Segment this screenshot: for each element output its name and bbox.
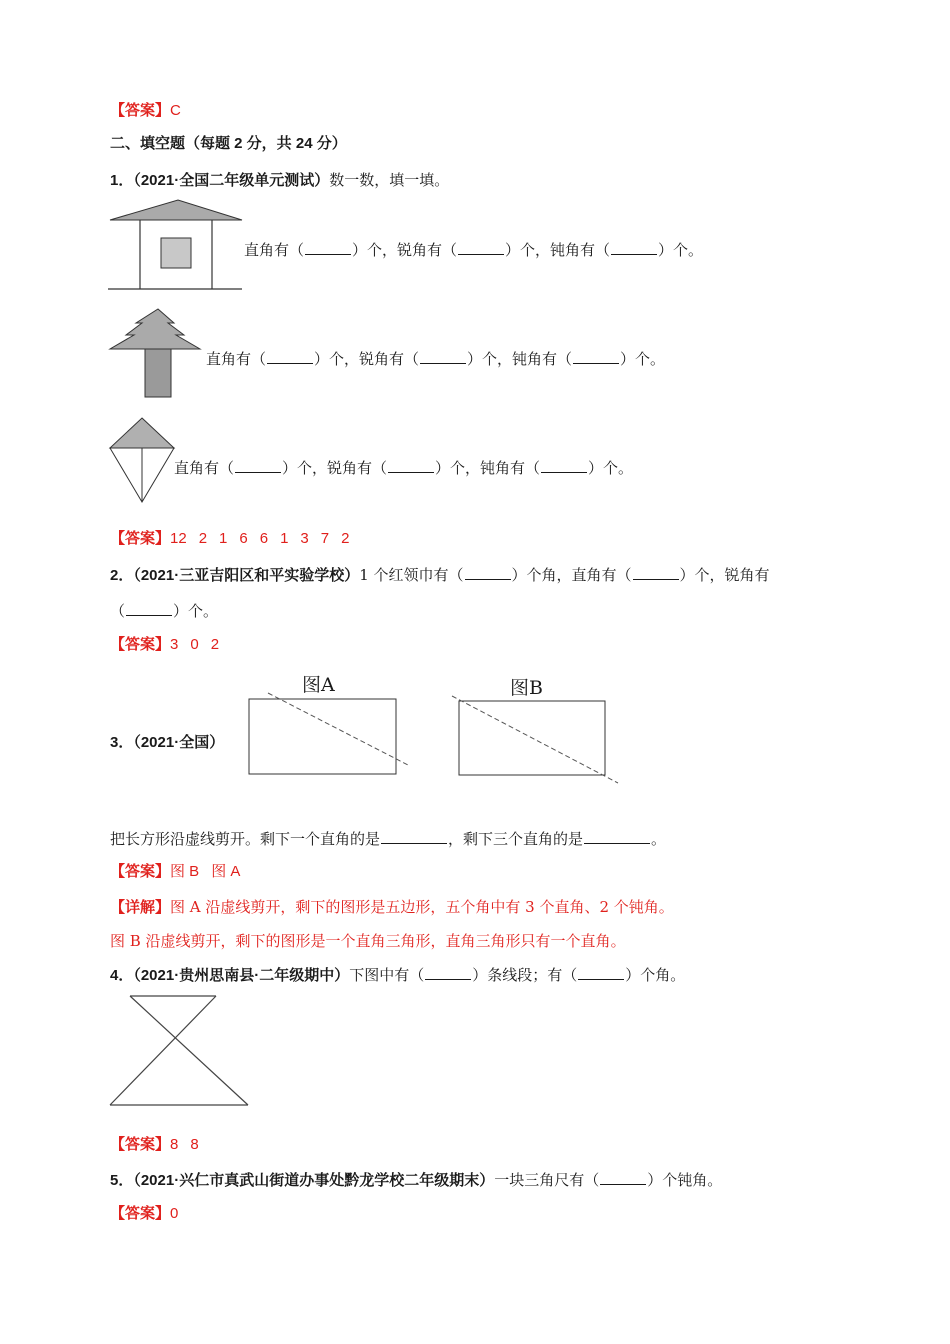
answer-tag: 【答案】 bbox=[110, 636, 171, 653]
figure-a-label: 图A bbox=[302, 674, 335, 696]
q1-number: 1． bbox=[110, 172, 134, 189]
q4-number: 4． bbox=[110, 967, 134, 984]
q1-source: （2021·全国二年级单元测试） bbox=[133, 172, 330, 189]
answer-value: 12 bbox=[170, 530, 187, 547]
blank-input[interactable] bbox=[420, 349, 466, 364]
q5-number: 5． bbox=[110, 1172, 134, 1189]
blank-input[interactable] bbox=[541, 458, 587, 473]
q3-detail-1 bbox=[110, 897, 674, 918]
blank-input[interactable] bbox=[235, 458, 281, 473]
unit-label: ）个。 bbox=[620, 350, 666, 368]
answer-value: C bbox=[170, 102, 181, 119]
q1-row-kite bbox=[174, 458, 633, 478]
acute-angle-label: ）个，锐角有（ bbox=[314, 350, 420, 368]
answer-value: 2 bbox=[198, 530, 208, 547]
answer-value: 0 bbox=[190, 636, 199, 653]
answer-tag: 【答案】 bbox=[110, 102, 171, 119]
blank-input[interactable] bbox=[465, 565, 511, 580]
answer-tag: 【答案】 bbox=[110, 530, 171, 547]
q5-text: ）个钝角。 bbox=[647, 1171, 723, 1189]
section-title: 二、填空题（每题 2 分，共 24 分） bbox=[110, 135, 347, 152]
q2-answer bbox=[110, 635, 231, 655]
answer-value: 3 bbox=[300, 530, 309, 547]
blank-input[interactable] bbox=[578, 965, 624, 980]
answer-tag: 【答案】 bbox=[110, 1136, 171, 1153]
answer-value: 0 bbox=[170, 1205, 179, 1222]
question-3 bbox=[110, 732, 224, 753]
rectangle-a bbox=[249, 699, 396, 774]
blank-input[interactable] bbox=[388, 458, 434, 473]
q5-answer bbox=[110, 1204, 178, 1224]
q3-text: ，剩下三个直角的是 bbox=[448, 830, 584, 848]
unit-label: ）个。 bbox=[588, 459, 634, 477]
right-angle-label: 直角有（ bbox=[174, 459, 235, 477]
blank-input[interactable] bbox=[611, 240, 657, 255]
answer-value: 2 bbox=[341, 530, 350, 547]
question-2 bbox=[110, 565, 770, 586]
answer-tag: 【答案】 bbox=[110, 863, 171, 880]
q2-text: ）个。 bbox=[173, 602, 219, 620]
q5-text: 一块三角尺有（ bbox=[494, 1171, 600, 1189]
detail-tag: 【详解】 bbox=[110, 899, 171, 916]
house-figure bbox=[108, 198, 248, 293]
blank-input[interactable] bbox=[600, 1170, 646, 1185]
q1-row-tree bbox=[206, 349, 665, 369]
blank-input[interactable] bbox=[267, 349, 313, 364]
blank-input[interactable] bbox=[425, 965, 471, 980]
q2-text: ）个角，直角有（ bbox=[511, 566, 632, 584]
dashed-cut-line-a bbox=[268, 693, 408, 765]
blank-input[interactable] bbox=[458, 240, 504, 255]
blank-input[interactable] bbox=[573, 349, 619, 364]
q4-text: ）条线段；有（ bbox=[472, 966, 578, 984]
q3-answer bbox=[110, 862, 252, 882]
q2-source: （2021·三亚吉阳区和平实验学校） bbox=[133, 567, 360, 584]
answer-value: 2 bbox=[210, 636, 220, 653]
question-1 bbox=[110, 170, 449, 191]
q3-source: （2021·全国） bbox=[133, 734, 225, 751]
question-2-cont bbox=[110, 601, 218, 621]
answer-value: 6 bbox=[259, 530, 269, 547]
right-angle-label: 直角有（ bbox=[244, 241, 305, 259]
q3-number: 3． bbox=[110, 734, 134, 751]
q3-figures bbox=[240, 690, 640, 790]
blank-input[interactable] bbox=[584, 829, 650, 844]
acute-angle-label: ）个，锐角有（ bbox=[282, 459, 388, 477]
hourglass-figure bbox=[108, 994, 253, 1109]
answer-value: 图 A bbox=[211, 863, 241, 880]
blank-input[interactable] bbox=[126, 601, 172, 616]
q1-answer bbox=[110, 529, 361, 549]
unit-label: ）个。 bbox=[658, 241, 704, 259]
tree-figure bbox=[108, 307, 208, 402]
q4-answer bbox=[110, 1135, 211, 1155]
q3-text: 。 bbox=[651, 830, 667, 848]
blank-input[interactable] bbox=[305, 240, 351, 255]
right-angle-label: 直角有（ bbox=[206, 350, 267, 368]
q2-text: 1 个红领巾有（ bbox=[359, 566, 464, 584]
acute-angle-label: ）个，锐角有（ bbox=[352, 241, 458, 259]
obtuse-angle-label: ）个，钝角有（ bbox=[467, 350, 573, 368]
answer-value: 图 B bbox=[170, 863, 200, 880]
obtuse-angle-label: ）个，钝角有（ bbox=[505, 241, 611, 259]
q3-text: 把长方形沿虚线剪开。剩下一个直角的是 bbox=[110, 830, 381, 848]
q3-detail-2: 图 B 沿虚线剪开，剩下的图形是一个直角三角形，直角三角形只有一个直角。 bbox=[110, 932, 626, 950]
answer-value: 3 bbox=[170, 636, 179, 653]
q1-text: 数一数，填一填。 bbox=[329, 171, 450, 189]
answer-tag: 【答案】 bbox=[110, 1205, 171, 1222]
kite-figure bbox=[108, 416, 180, 506]
q2-number: 2． bbox=[110, 567, 134, 584]
q4-source: （2021·贵州思南县·二年级期中） bbox=[133, 967, 350, 984]
question-5 bbox=[110, 1170, 722, 1191]
q4-text: ）个角。 bbox=[625, 966, 686, 984]
obtuse-angle-label: ）个，钝角有（ bbox=[435, 459, 541, 477]
figure-b-label: 图B bbox=[510, 677, 543, 699]
answer-value: 8 bbox=[170, 1136, 179, 1153]
detail-text: 图 A 沿虚线剪开，剩下的图形是五边形，五个角中有 3 个直角、2 个钝角。 bbox=[170, 898, 674, 916]
answer-value: 6 bbox=[239, 530, 248, 547]
q2-text: （ bbox=[110, 602, 126, 620]
q5-source: （2021·兴仁市真武山街道办事处黔龙学校二年级期末） bbox=[133, 1172, 495, 1189]
blank-input[interactable] bbox=[633, 565, 679, 580]
blank-input[interactable] bbox=[381, 829, 447, 844]
question-3-text bbox=[110, 829, 666, 849]
answer-value: 1 bbox=[280, 530, 289, 547]
dashed-cut-line-b bbox=[452, 696, 618, 783]
q1-row-house bbox=[244, 240, 703, 260]
q4-text: 下图中有（ bbox=[349, 966, 425, 984]
answer-value: 8 bbox=[190, 1136, 199, 1153]
q2-text: ）个，锐角有 bbox=[679, 566, 770, 584]
answer-value: 1 bbox=[219, 530, 228, 547]
answer-value: 7 bbox=[320, 530, 330, 547]
answer-line-prev bbox=[110, 100, 181, 121]
question-4 bbox=[110, 965, 685, 986]
